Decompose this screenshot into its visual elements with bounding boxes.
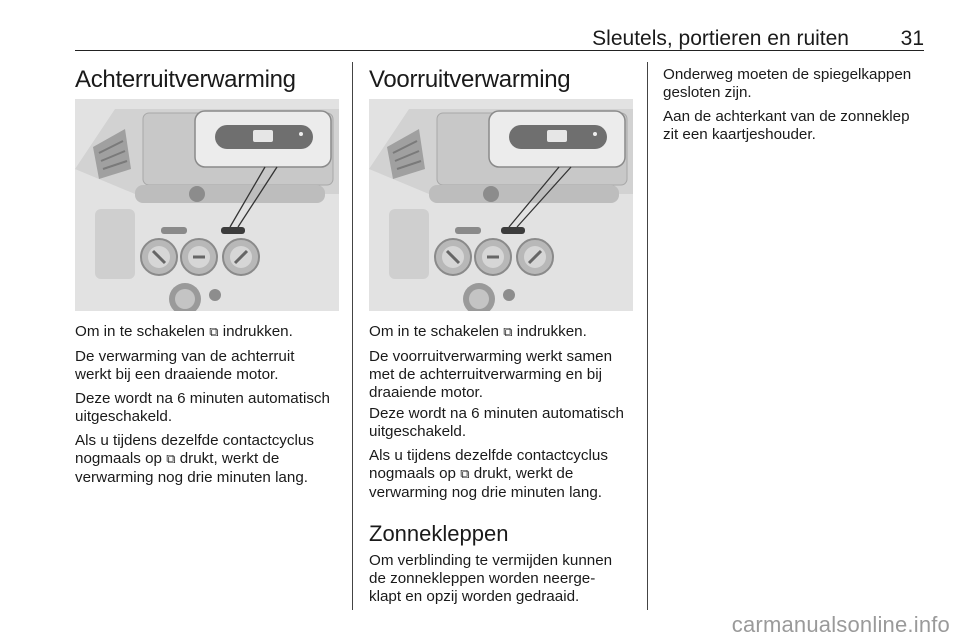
page-header	[75, 28, 924, 51]
paragraph-front-works-with-rear: De voorruitverwarming werkt samen met de achterruitverwarming en bij draaiende motor.	[369, 348, 613, 401]
text-fragment: Als u tijdens dezelfde contactcyclus nogmaals op	[369, 447, 608, 482]
text-fragment: drukt, werkt de verwarming nog drie minuten lang.	[369, 465, 602, 501]
page-header-title: Sleutels, portieren en ruiten	[592, 27, 849, 50]
dashboard-illustration	[75, 99, 339, 311]
paragraph-rear-engine-running: De verwarming van de achterruit werkt bij een draaiende motor.	[75, 348, 295, 383]
rear-window-heating-icon: ⧉	[209, 325, 219, 340]
text-fragment: Om in te schakelen	[369, 323, 504, 340]
column-divider-2	[647, 62, 648, 610]
text-fragment: Om in te schakelen	[75, 323, 210, 340]
text-fragment: indrukken.	[512, 323, 587, 340]
text-fragment: indrukken.	[218, 323, 293, 340]
column-divider-1	[352, 62, 353, 610]
rear-window-heating-icon: ⧉	[166, 452, 176, 467]
text-fragment: drukt, werkt de verwarming nog drie minuten lang.	[75, 450, 308, 486]
text-fragment: Als u tijdens dezelfde contactcyclus nogmaals op	[75, 432, 314, 467]
windscreen-heating-icon: ⧉	[460, 467, 470, 482]
dashboard-illustration	[369, 99, 633, 311]
paragraph-rear-auto-off: Deze wordt na 6 minuten automatisch uitgeschakeld.	[75, 390, 330, 425]
page-number: 31	[900, 27, 924, 50]
watermark: carmanualsonline.info	[731, 612, 950, 637]
paragraph-sun-visors: Om verblinding te vermijden kunnen de zonnekleppen worden neerge- klapt en opzij worden gedraaid.	[369, 552, 613, 605]
windscreen-heating-icon: ⧉	[503, 325, 513, 340]
paragraph-mirror-covers: Onderweg moeten de spiegelkappen gesloten zijn.	[663, 66, 912, 101]
paragraph-rear-repeat-press	[75, 432, 314, 487]
paragraph-front-repeat-press	[369, 447, 608, 502]
paragraph-rear-switch-on	[75, 323, 293, 342]
heading-windscreen-heating: Voorruitverwarming	[369, 66, 571, 93]
paragraph-front-switch-on	[369, 323, 587, 342]
figure-rear-window-heating	[75, 99, 339, 311]
paragraph-ticket-holder: Aan de achterkant van de zonneklep zit een kaartjeshouder.	[663, 108, 910, 143]
figure-windscreen-heating	[369, 99, 633, 311]
heading-sun-visors: Zonnekleppen	[369, 521, 509, 546]
paragraph-front-auto-off: Deze wordt na 6 minuten automatisch uitgeschakeld.	[369, 405, 624, 440]
heading-rear-window-heating: Achterruitverwarming	[75, 66, 296, 93]
